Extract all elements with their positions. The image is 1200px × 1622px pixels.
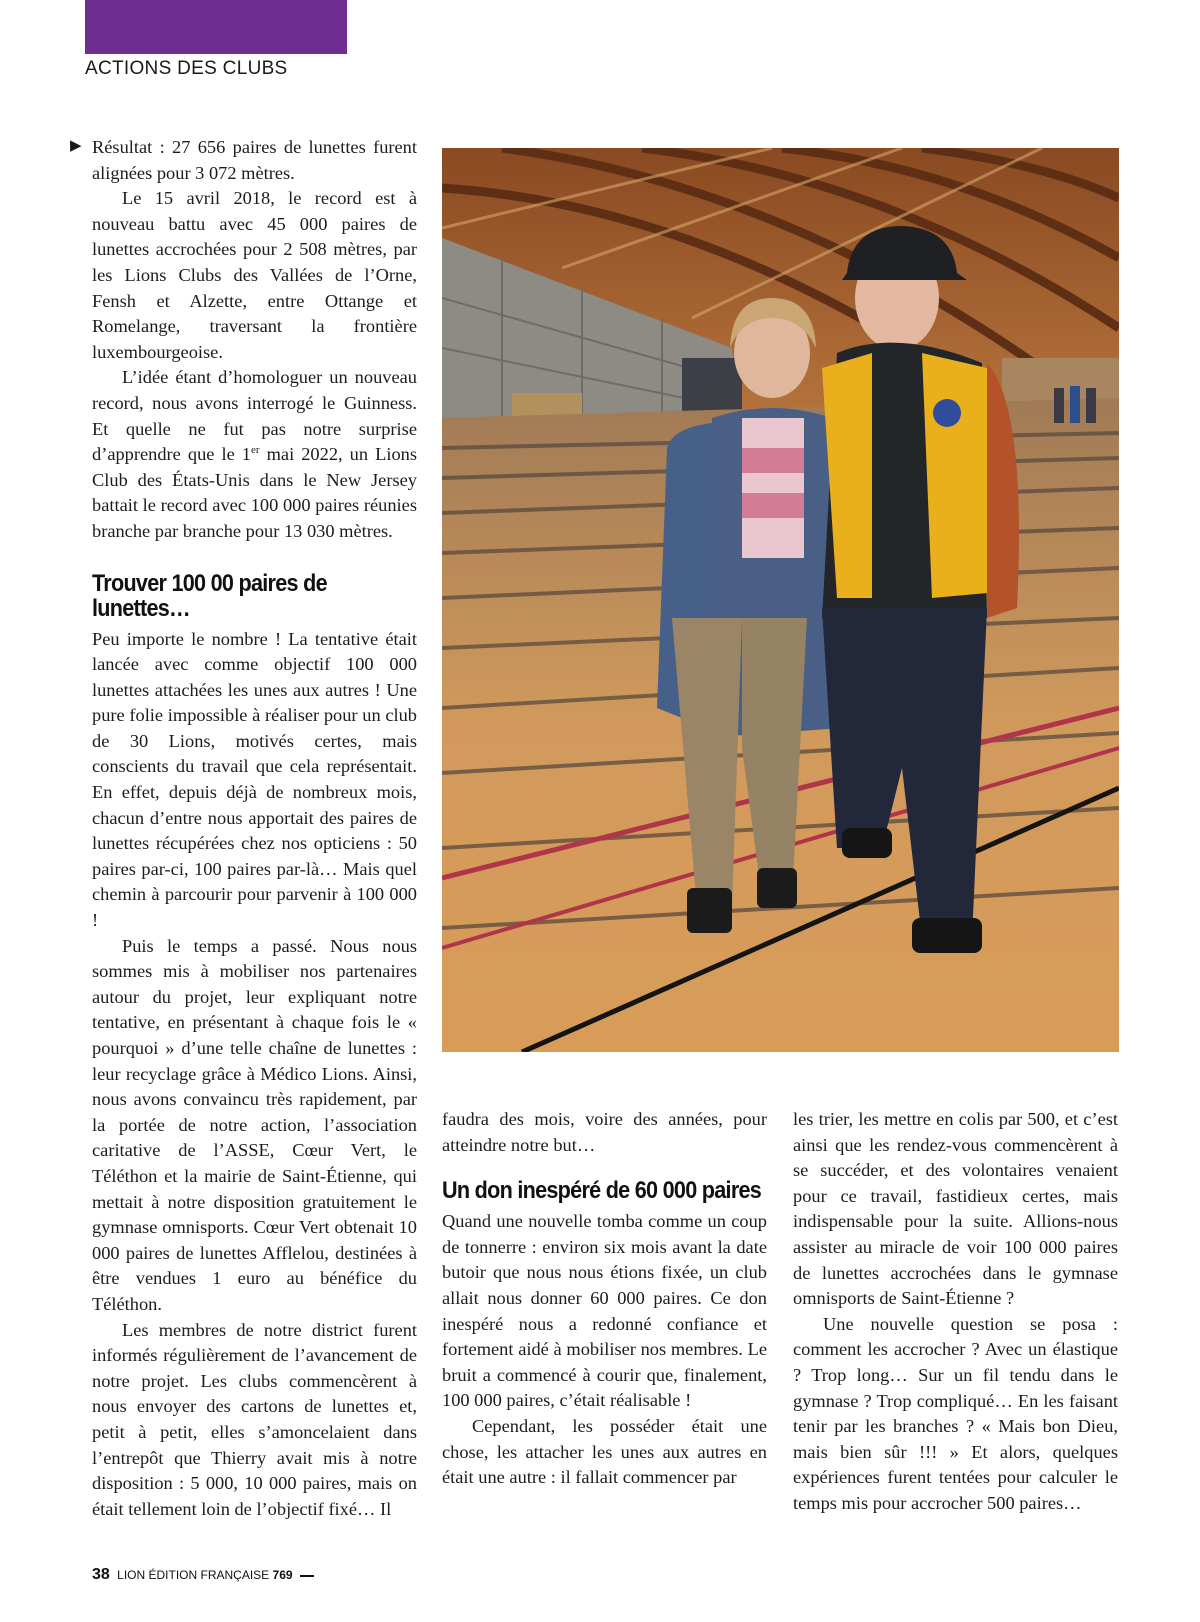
subheading: Un don inespéré de 60 000 paires [442, 1177, 762, 1205]
article-column-1 [92, 135, 417, 1522]
publication-name: LION ÉDITION FRANÇAISE [117, 1568, 270, 1582]
paragraph: Résultat : 27 656 paires de lunettes furent alignées pour 3 072 mètres. [92, 137, 417, 183]
paragraph: Peu importe le nombre ! La tentative était lancée avec comme objectif 100 000 lunettes attachées les unes aux autres ! Une pure folie impossible à réaliser pour un club de 30 Lions, motivés certes, mais conscients du travail que cela représentait. En effet, depuis déjà de nombreux mois, chacun d’entre nous apportait des paires de lunettes récupérées chez nos opticiens : 50 paires par-ci, 100 paires par-là… Mais quel chemin à parcourir pour parvenir à 100 000 ! [92, 628, 417, 931]
footer-rule [300, 1575, 314, 1577]
issue-number: 769 [272, 1568, 293, 1582]
article-column-2 [442, 1107, 767, 1491]
subheading: Trouver 100 00 paires de lunettes… [92, 569, 327, 622]
paragraph: L’idée étant d’homologuer un nouveau record, nous avons interrogé le Guinness. Et quelle ne fut pas notre surprise d’apprendre que le 1er mai 2022, un Lions Club des États-Unis dans le New Jersey battait le record avec 100 000 paires réunies branche par branche pour 13 030 mètres. [92, 367, 417, 541]
section-label: ACTIONS DES CLUBS [85, 58, 288, 79]
article-photo [442, 148, 1119, 1052]
page-number: 38 [92, 1566, 110, 1583]
paragraph: Le 15 avril 2018, le record est à nouveau battu avec 45 000 paires de lunettes accrochées pour 2 508 mètres, par les Lions Clubs des Vallées de l’Orne, Fensh et Alzette, entre Ottange et Romelange, traversant la frontière luxembourgeoise. [92, 188, 417, 362]
paragraph: Quand une nouvelle tomba comme un coup de tonnerre : environ six mois avant la date butoir que nous nous étions fixée, un club allait nous donner 60 000 paires. Ce don inespéré nous a redonné confiance et fortement aidé à mobiliser nos membres. Le bruit a commencé à courir que, finalement, 100 000 paires, c’était réalisable ! [442, 1211, 767, 1411]
paragraph: Une nouvelle question se posa : comment les accrocher ? Avec un élastique ? Trop long… Sur un fil tendu dans le gymnase ? Trop compliqué… En les faisant tenir par les branches ? « Mais bon Dieu, mais bien sûr !!! » Et alors, quelques expériences furent tentées pour calculer le temps mis pour accrocher 500 paires… [793, 1313, 1118, 1513]
paragraph: Les membres de notre district furent informés régulièrement de l’avancement de notre projet. Les clubs commencèrent à nous envoyer des cartons de lunettes et, petit à petit, elles s’amoncelaient dans l’entrepôt que Thierry avait mis à notre disposition : 5 000, 10 000 paires, mais on était tellement loin de l’objectif fixé… Il [92, 1319, 417, 1519]
paragraph: Puis le temps a passé. Nous nous sommes mis à mobiliser nos partenaires autour du projet, leur expliquant notre tentative, en présentant à chaque fois le « pourquoi » d’une telle chaîne de lunettes : leur recyclage grâce à Médico Lions. Ainsi, nous avons convaincu très rapidement, par la portée de notre action, l’association caritative de l’ASSE, Cœur Vert, le Téléthon et la mairie de Saint-Étienne, qui mettait à notre disposition gratuitement le gymnase omnisports. Cœur Vert obtenait 10 000 paires de lunettes Afflelou, destinées à être vendues 1 euro au bénéfice du Téléthon. [92, 935, 417, 1314]
page-footer [92, 1566, 314, 1584]
article-column-3 [793, 1107, 1118, 1517]
section-color-tab [85, 0, 347, 54]
paragraph: Cependant, les posséder était une chose, les attacher les unes aux autres en était une autre : il fallait commencer par [442, 1415, 767, 1488]
arrow-bullet-icon: ▶ [70, 136, 82, 154]
paragraph: les trier, les mettre en colis par 500, et c’est ainsi que les rendez-vous commencèrent à se succéder, et des volontaires venaient pour ce travail, fastidieux certes, mais indispensable pour la suite. Allions-nous assister au miracle de voir 100 000 paires de lunettes accrochées dans le gymnase omnisports de Saint-Étienne ? [793, 1109, 1118, 1309]
paragraph: faudra des mois, voire des années, pour atteindre notre but… [442, 1109, 767, 1155]
